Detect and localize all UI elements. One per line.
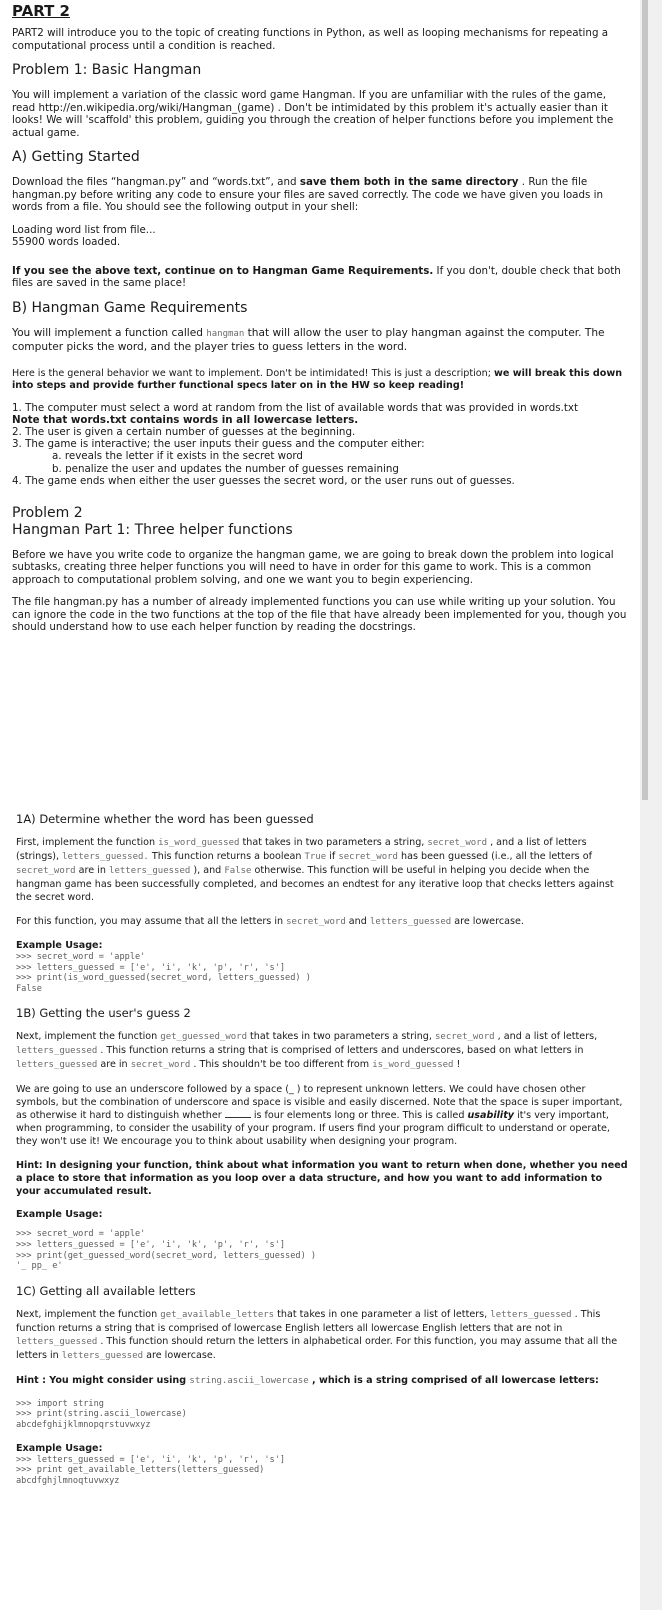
section-1b-title: 1B) Getting the user's guess 2 bbox=[16, 1006, 191, 1021]
example-label: Example Usage: bbox=[16, 1442, 103, 1454]
example-label: Example Usage: bbox=[16, 940, 103, 951]
list-item: b. penalize the user and updates the number of guesses remaining bbox=[52, 462, 399, 475]
page-heading: PART 2 bbox=[12, 2, 70, 20]
section-a-text: Download the files “hangman.py” and “words.txt”, and save them both in the same directory . Run the file hangman.py before writing any code to ensure your files are saved correctly. The code we have given you loads in words from a file. You should see the following output in your shell: bbox=[12, 176, 603, 213]
example-label: Example Usage: bbox=[16, 1209, 103, 1221]
section-1b-text: Next, implement the function get_guessed_word that takes in two parameters a string, secret_word , and a list of letters, letters_guessed . This function returns a string that is comprised of letters and underscores, based on what letters in letters_guessed are in secret_word . This shouldn't be too different from is_word_guessed ! bbox=[16, 1031, 598, 1071]
document-part1 bbox=[12, 0, 632, 644]
list-item: 3. The game is interactive; the user inputs their guess and the computer either: bbox=[12, 438, 425, 451]
problem2-text-2: The file hangman.py has a number of already implemented functions you can use while writing up your solution. You can ignore the code in the two functions at the top of the file that have already been implemented for you, though you should understand how to use each helper function by reading the docstrings. bbox=[12, 596, 627, 634]
code-example: >>> secret_word = 'apple' >>> letters_guessed = ['e', 'i', 'k', 'p', 'r', 's'] >>> print(is_word_guessed(secret_word, letters_guessed) ) False bbox=[16, 952, 311, 994]
section-1c-text: Next, implement the function get_available_letters that takes in one parameter a list of letters, letters_guessed . This function returns a string that is comprised of lowercase English letters all lowercase English letters that are not in letters_guessed . This function should return the letters in alphabetical order. For this function, you may assume that all the letters in letters_guessed are lowercase. bbox=[16, 1308, 618, 1361]
problem2-text-1: Before we have you write code to organize the hangman game, we are going to break down the problem into logical subtasks, creating three helper functions you will need to have in order for this game to work. This is a common approach to computational problem solving, and one we want you to begin experiencing. bbox=[12, 548, 614, 586]
code-import: >>> import string >>> print(string.ascii_lowercase) abcdefghijklmnopqrstuvwxyz bbox=[16, 1398, 187, 1430]
section-b-behavior: Here is the general behavior we want to implement. Don't be intimidated! This is just a description; we will break this down into steps and provide further functional specs later on in the HW so keep reading! bbox=[12, 367, 623, 391]
section-1a-title: 1A) Determine whether the word has been guessed bbox=[16, 812, 314, 826]
shell-output: Loading word list from file... 55900 words loaded. bbox=[12, 223, 156, 248]
code-example: >>> letters_guessed = ['e', 'i', 'k', 'p', 'r', 's'] >>> print get_available_letters(letters_guessed) abcdfghjlmnoqtuvwxyz bbox=[16, 1454, 286, 1486]
section-a-check: If you see the above text, continue on to Hangman Game Requirements. If you don't, double check that both files are saved in the same place! bbox=[12, 264, 621, 289]
list-item: 4. The game ends when either the user guesses the secret word, or the user runs out of guesses. bbox=[12, 474, 515, 487]
section-1c-title: 1C) Getting all available letters bbox=[16, 1283, 196, 1298]
requirements-list bbox=[12, 402, 632, 487]
section-a-title: A) Getting Started bbox=[12, 149, 140, 165]
section-1a-assume: For this function, you may assume that all the letters in secret_word and letters_guessed are lowercase. bbox=[16, 916, 524, 927]
list-item: Note that words.txt contains words in all lowercase letters. bbox=[12, 413, 359, 426]
list-item: 1. The computer must select a word at random from the list of available words that was provided in words.txt bbox=[12, 401, 579, 414]
list-item: 2. The user is given a certain number of guesses at the beginning. bbox=[12, 425, 356, 438]
document-part2 bbox=[16, 800, 628, 1495]
section-1a-text: First, implement the function is_word_guessed that takes in two parameters a string, secret_word , and a list of letters (strings), letters_guessed. This function returns a boolean True if secret_word has been guessed (i.e., all the letters of secret_word are in letters_guessed ), and False otherwise. This function will be useful in helping you decide when the hangman game has been successfully completed, and becomes an endtest for any iterative loop that checks letters against the secret word. bbox=[16, 837, 614, 903]
section-b-text: You will implement a function called hangman that will allow the user to play hangman against the computer. The computer picks the word, and the player tries to guess letters in the word. bbox=[12, 326, 605, 353]
problem1-text: You will implement a variation of the classic word game Hangman. If you are unfamiliar with the rules of the game, read http://en.wikipedia.org/wiki/Hangman_(game) . Don't be intimidated by this problem it's actually easier than it looks! We will 'scaffold' this problem, guiding you through the creation of helper functions before you implement the actual game. bbox=[12, 89, 614, 139]
section-1b-underscore: We are going to use an underscore followed by a space (_ ) to represent unknown letters. We could have chosen other symbols, but the combination of underscore and space is visible and easily discerned. Note that the space is super important, as otherwise it hard to distinguish whether is four elements long or three. This is called usability it's very important, when programming, to consider the usability of your program. If users find your program difficult to understand or operate, they won't use it! We encourage you to think about usability when designing your program. bbox=[16, 1084, 623, 1148]
problem1-title: Problem 1: Basic Hangman bbox=[12, 62, 202, 78]
section-b-title: B) Hangman Game Requirements bbox=[12, 299, 248, 316]
code-example: >>> secret_word = 'apple' >>> letters_guessed = ['e', 'i', 'k', 'p', 'r', 's'] >>> print(get_guessed_word(secret_word, letters_guessed) ) '_ pp_ e' bbox=[16, 1229, 317, 1272]
problem2-title: Problem 2 Hangman Part 1: Three helper functions bbox=[12, 504, 293, 538]
scrollbar-thumb[interactable] bbox=[642, 0, 648, 800]
intro-text: PART2 will introduce you to the topic of creating functions in Python, as well as looping mechanisms for repeating a computational process until a condition is reached. bbox=[12, 27, 609, 52]
list-item: a. reveals the letter if it exists in the secret word bbox=[52, 450, 303, 463]
section-1c-hint: Hint : You might consider using string.ascii_lowercase , which is a string comprised of all lowercase letters: bbox=[16, 1374, 599, 1386]
section-1b-hint: Hint: In designing your function, think about what information you want to return when done, whether you need a place to store that information as you loop over a data structure, and how you want to add information to your accumulated result. bbox=[16, 1160, 628, 1198]
